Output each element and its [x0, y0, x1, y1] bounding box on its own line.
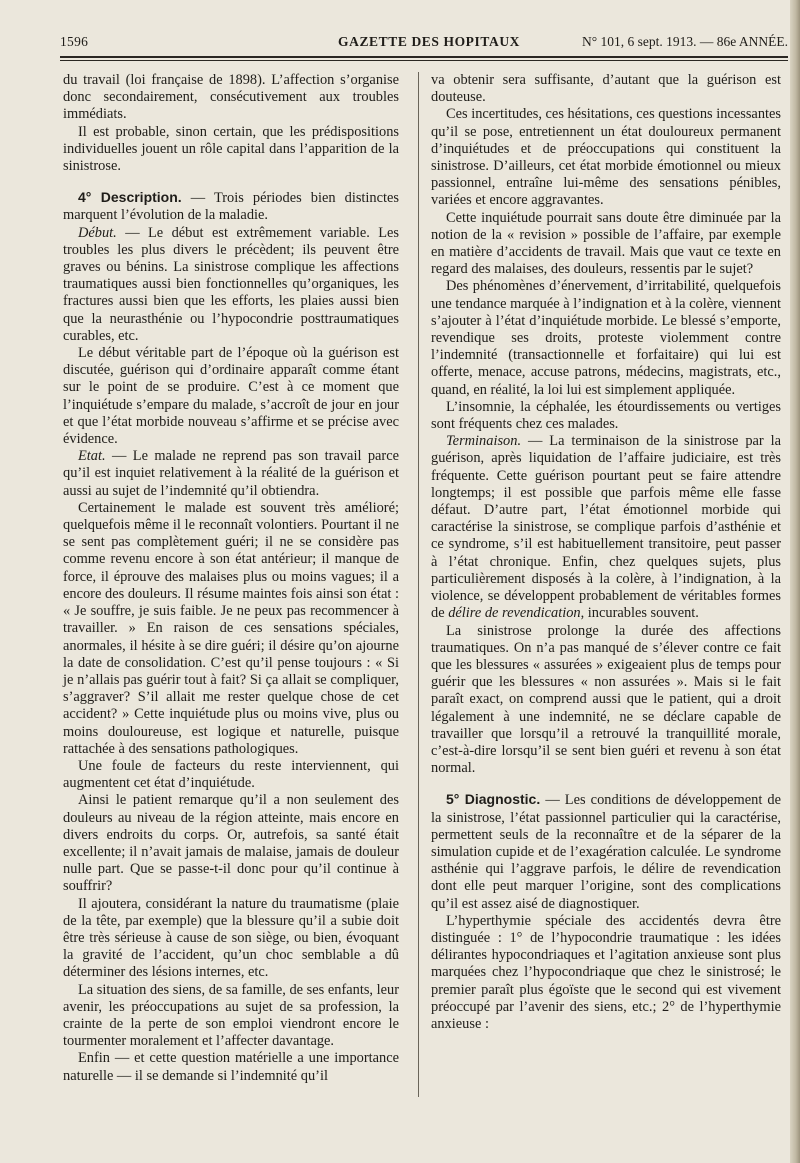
paragraph	[431, 433, 781, 622]
section-heading: 5° Diagnostic.	[446, 791, 541, 808]
paragraph	[63, 189, 399, 224]
subheading: Terminaison.	[446, 433, 522, 450]
paragraph: Il ajoutera, considérant la nature du traumatisme (plaie de la tête, par exemple) que la blessure qu’il a subie doit être très sérieuse à cause de son siège, ou bien, évoquant la gravité de l’accident, qu’un choc semblable a dû déterminer des lésions internes, etc.	[63, 895, 399, 981]
subheading: Début.	[78, 224, 117, 241]
header-rule-bottom	[60, 60, 788, 61]
issue-info: N° 101, 6 sept. 1913. — 86e ANNÉE.	[581, 34, 788, 49]
page-number: 1596	[60, 34, 89, 49]
paragraph: Des phénomènes d’énervement, d’irritabilité, quelquefois une tendance marquée à l’indignation et à la colère, viennent s’ajouter à l’état d’inquiétude morbide. Le blessé s’emporte, revendique ses droits, proteste violemment contre l’indemnité (transactionnelle et forfaitaire) qui lui est offerte, menace, accuse patrons, médecins, magistrats, etc., quand, en réalité, la loi lui est simplement appliquée.	[431, 278, 782, 398]
paragraph-text: — Les conditions de développement de la sinistrose, l’état passionnel particulier qui la caractérise, permettent seuls de la reconnaître et de la séparer de la simulation cupide et de l’exagération calculée. Le syndrome asthénie qui l’aggrave parfois, le délire de revendication dont elle peut marquer l’origine, sont des complications qu’il est assez aisé de diagnostiquer.	[431, 792, 781, 912]
paragraph-text: , incurables souvent.	[580, 605, 699, 622]
journal-title: GAZETTE DES HOPITAUX	[338, 34, 521, 49]
paragraph: Enfin — et cette question matérielle a une importance naturelle — il se demande si l’indemnité qu’il	[63, 1050, 399, 1084]
right-column	[431, 72, 781, 1033]
paragraph	[431, 791, 781, 912]
paragraph: L’insomnie, la céphalée, les étourdissements ou vertiges sont fréquents chez ces malades.	[431, 398, 781, 433]
paragraph: Le début véritable part de l’époque où la guérison est discutée, guérison qui d’ordinaire apparaît comme étant sur le point de se produire. C’est à ce moment que l’inquiétude s’empare du malade, s’accroît de jour en jour et que l’état morbide nouveau s’affirme et se précise avec évidence.	[63, 345, 399, 448]
paragraph-text: — Le début est extrêmement variable. Les troubles les plus divers le précèdent; ils peuvent être graves ou bénins. La sinistrose complique les affections traumatiques aussi bien fonctionnelles qu’organiques, les fractures aussi bien que les efforts, les plaies aussi bien que la neurasthénie ou l’hypocondrie posttraumatiques curables, etc.	[63, 224, 399, 344]
paragraph-text: — Trois périodes bien distinctes marquent l’évolution de la maladie.	[63, 190, 399, 224]
paragraph: Une foule de facteurs du reste interviennent, qui augmentent cet état d’inquiétude.	[63, 757, 399, 792]
paragraph: Ainsi le patient remarque qu’il a non seulement des douleurs au niveau de la région atteinte, mais encore en divers endroits du corps. Or, autrefois, sa santé était excellente; il n’avait jamais de malaise, jamais de douleur nulle part. Que se passe-t-il donc pour qu’il continue à souffrir?	[63, 792, 399, 895]
paragraph: du travail (loi française de 1898). L’affection s’organise donc secondairement, consécutivement aux troubles immédiats.	[63, 72, 399, 123]
paragraph: Il est probable, sinon certain, que les prédispositions individuelles jouent un rôle capital dans l’apparition de la sinistrose.	[63, 123, 399, 175]
paragraph: La sinistrose prolonge la durée des affections traumatiques. On n’a pas manqué de s’élever contre ce fait que les blessures « assurées » exigeaient plus de temps pour guérir que les blessures « non assurées ». Mais si le fait paraît exact, on comprend aussi que le patient, qui a droit légalement à une indemnité, ne se déclare capable de travailler que lorsqu’il a retrouvé la tranquillité morale, c’est-à-dire lorsqu’il se sent bien guéri et revenu à son état normal.	[431, 622, 781, 777]
paragraph: La situation des siens, de sa famille, de ses enfants, leur avenir, les préoccupations au sujet de sa profession, la crainte de la perte de son emploi viendront encore le tourmenter moralement et l’affecter davantage.	[63, 981, 399, 1050]
paragraph: Certainement le malade est souvent très amélioré; quelquefois même il le reconnaît volontiers. Pourtant il ne se sent pas complètement guéri; il ne se considère pas comme revenu encore à son état antérieur; il manque de force, il éprouve des malaises plus ou moins vagues; il a encore des douleurs. Il résume maintes fois ainsi son état : « Je souffre, je suis faible. Je ne peux pas recommencer à travailler. » En raison de ces sensations spéciales, anormales, il hésite à se dire guéri; il désire qu’on ajourne la date de consolidation. C’est qu’il pense toujours : « Si je n’allais pas guérir tout à fait? Si ça allait se compliquer, s’aggraver? S’il allait me rester quelque chose de cet accident? » Cette inquiétude plus ou moins vive, plus ou moins douloureuse, est logique et naturelle, puisque rattachée à des sensations pathologiques.	[63, 499, 399, 757]
paragraph	[63, 448, 399, 500]
paragraph: L’hyperthymie spéciale des accidentés devra être distinguée : 1° de l’hypocondrie traumatique : les idées délirantes hypocondriaques et l’agitation anxieuse sont plus marquées chez l’hypocondriaque que chez le sinistrosé; le premier paraît plus égoïste que le second qui est vivement préoccupé par l’avenir des siens, etc.; 2° de l’hyperthymie anxieuse :	[431, 912, 781, 1032]
paragraph-text: — La terminaison de la sinistrose par la guérison, après liquidation de l’affaire judiciaire, est très fréquente. Cette guérison pourtant peut se faire attendre longtemps; il est possible que parfois même elle fasse défaut. D’autre part, l’état émotionnel morbide qui caractérise la sinistrose, se complique parfois d’asthénie et ce syndrome, s’il est habituellement transitoire, peut passer à l’état chronique. Enfin, chez quelques sujets, plus particulièrement disposés à la colère, à l’indignation, à la violence, se développent probablement de véritables formes de	[431, 433, 781, 622]
left-column	[63, 72, 399, 1085]
italic-term: délire de revendication	[448, 605, 581, 622]
paragraph: Ces incertitudes, ces hésitations, ces questions incessantes qu’il se pose, entretiennent un état douloureux permanent d’inquiétudes et de préoccupations qui constituent la sinistrose. D’ailleurs, cet état morbide émotionnel ou mieux passionnel, entraîne lui-même des sensations pénibles, variées et encore aggravantes.	[431, 106, 781, 209]
paragraph-text: — Le malade ne reprend pas son travail parce qu’il est inquiet relativement à la réalité de la guérison et aussi au sujet de l’indemnité qu’il obtiendra.	[63, 448, 399, 499]
paragraph	[63, 225, 399, 345]
column-divider	[418, 72, 419, 1097]
page-header	[60, 32, 788, 54]
paragraph: Cette inquiétude pourrait sans doute être diminuée par la notion de la « revision » possible de l’affaire, par exemple en matière d’accidents de travail. Mais que vaut ce texte en regard des malaises, des douleurs, ressentis par le sujet?	[431, 209, 781, 278]
header-rule-top	[60, 56, 788, 58]
subheading: Etat.	[78, 448, 106, 465]
section-heading: 4° Description.	[78, 189, 182, 206]
page-edge	[790, 0, 800, 1163]
paragraph: va obtenir sera suffisante, d’autant que la guérison est douteuse.	[431, 72, 781, 106]
